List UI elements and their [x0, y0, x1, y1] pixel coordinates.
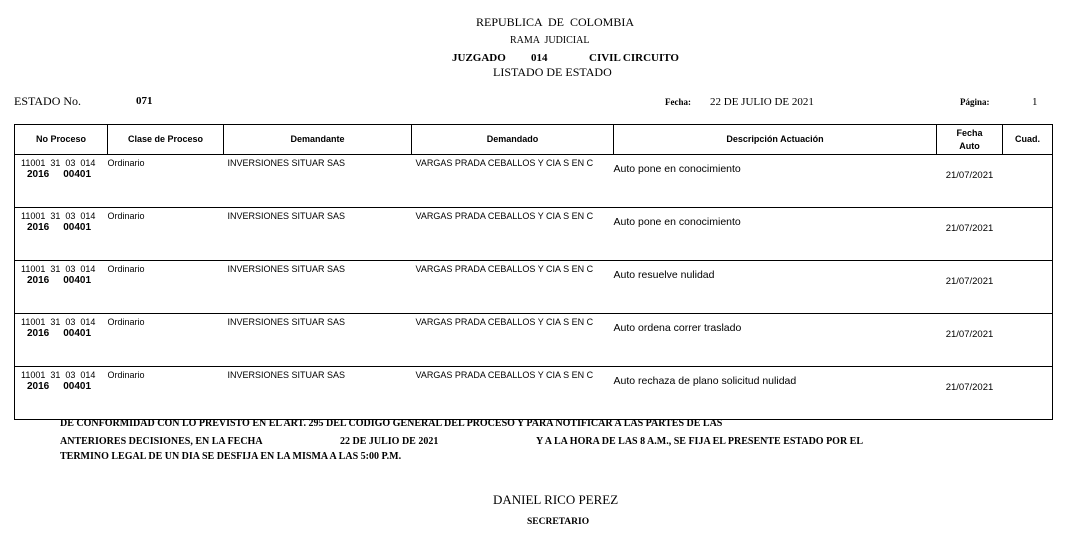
table-row: [15, 261, 1053, 314]
cell-demandado: VARGAS PRADA CEBALLOS Y CIA S EN C: [412, 367, 614, 420]
header-juzgado-label: JUZGADO: [452, 52, 506, 64]
proceso-year: 2016: [27, 275, 50, 286]
proceso-year: 2016: [27, 169, 50, 180]
cell-demandado: VARGAS PRADA CEBALLOS Y CIA S EN C: [412, 314, 614, 367]
cell-cuad: [1003, 261, 1053, 314]
header-rama-judicial: RAMA JUDICIAL: [510, 35, 590, 46]
cell-clase: Ordinario: [108, 314, 224, 367]
cell-demandante: INVERSIONES SITUAR SAS: [224, 314, 412, 367]
cell-demandado: VARGAS PRADA CEBALLOS Y CIA S EN C: [412, 155, 614, 208]
cell-cuad: [1003, 367, 1053, 420]
proceso-code: 11001 31 03 014: [21, 264, 96, 274]
proceso-number: 00401: [63, 328, 92, 339]
proceso-year: 2016: [27, 328, 50, 339]
cell-fecha-auto: 21/07/2021: [937, 314, 1003, 367]
fecha-value: 22 DE JULIO DE 2021: [710, 96, 814, 108]
notice-line-2-start: ANTERIORES DECISIONES, EN LA FECHA: [60, 436, 263, 447]
proceso-code: 11001 31 03 014: [21, 317, 96, 327]
pagina-value: 1: [1032, 96, 1038, 108]
proceso-number: 00401: [63, 381, 92, 392]
proceso-code: 11001 31 03 014: [21, 370, 96, 380]
pagina-label: Página:: [960, 97, 990, 107]
table-row: [15, 155, 1053, 208]
proceso-year: 2016: [27, 381, 50, 392]
col-cuad: Cuad.: [1003, 125, 1053, 155]
cell-descripcion: Auto ordena correr traslado: [614, 314, 937, 367]
col-fecha-auto-line1: Fecha: [956, 127, 983, 138]
cell-no-proceso: [15, 367, 108, 420]
cell-cuad: [1003, 314, 1053, 367]
col-clase-proceso: Clase de Proceso: [108, 125, 224, 155]
cell-demandante: INVERSIONES SITUAR SAS: [224, 367, 412, 420]
cell-cuad: [1003, 155, 1053, 208]
cell-demandante: INVERSIONES SITUAR SAS: [224, 155, 412, 208]
cell-clase: Ordinario: [108, 261, 224, 314]
cell-descripcion: Auto resuelve nulidad: [614, 261, 937, 314]
proceso-number: 00401: [63, 222, 92, 233]
notice-line-2-end: Y A LA HORA DE LAS 8 A.M., SE FIJA EL PRESENTE ESTADO POR EL: [536, 436, 864, 447]
cell-descripcion: Auto rechaza de plano solicitud nulidad: [614, 367, 937, 420]
cell-cuad: [1003, 208, 1053, 261]
cell-descripcion: Auto pone en conocimiento: [614, 155, 937, 208]
cell-no-proceso: [15, 314, 108, 367]
proceso-number: 00401: [63, 169, 92, 180]
cell-demandado: VARGAS PRADA CEBALLOS Y CIA S EN C: [412, 261, 614, 314]
estado-label: ESTADO No.: [14, 94, 82, 108]
cell-fecha-auto: 21/07/2021: [937, 155, 1003, 208]
proceso-year: 2016: [27, 222, 50, 233]
table-header-row: [15, 125, 1053, 155]
cell-no-proceso: [15, 155, 108, 208]
col-demandante: Demandante: [224, 125, 412, 155]
proceso-code: 11001 31 03 014: [21, 211, 96, 221]
cell-clase: Ordinario: [108, 208, 224, 261]
cell-clase: Ordinario: [108, 367, 224, 420]
cell-fecha-auto: 21/07/2021: [937, 367, 1003, 420]
signer-name: DANIEL RICO PEREZ: [493, 492, 619, 507]
col-demandado: Demandado: [412, 125, 614, 155]
cell-demandante: INVERSIONES SITUAR SAS: [224, 208, 412, 261]
header-juzgado-type: CIVIL CIRCUITO: [589, 52, 679, 64]
cell-demandado: VARGAS PRADA CEBALLOS Y CIA S EN C: [412, 208, 614, 261]
notice-line-1: DE CONFORMIDAD CON LO PREVISTO EN EL ART. 295 DEL CODIGO GENERAL DEL PROCESO Y PARA NOTIFICAR A LAS PARTES DE LAS: [60, 418, 723, 429]
col-descripcion: Descripción Actuación: [614, 125, 937, 155]
col-no-proceso: No Proceso: [15, 125, 108, 155]
cell-fecha-auto: 21/07/2021: [937, 208, 1003, 261]
estado-number: 071: [136, 95, 153, 107]
col-fecha-auto-line2: Auto: [959, 140, 980, 151]
col-fecha-auto: [937, 125, 1003, 155]
header-juzgado-number: 014: [531, 52, 548, 64]
cell-no-proceso: [15, 261, 108, 314]
header-republica: REPUBLICA DE COLOMBIA: [476, 15, 635, 29]
notice-line-2-date: 22 DE JULIO DE 2021: [340, 436, 439, 447]
cell-fecha-auto: 21/07/2021: [937, 261, 1003, 314]
signer-title: SECRETARIO: [527, 517, 590, 527]
cell-descripcion: Auto pone en conocimiento: [614, 208, 937, 261]
table-row: [15, 367, 1053, 420]
proceso-number: 00401: [63, 275, 92, 286]
listado-title: LISTADO DE ESTADO: [493, 65, 612, 79]
cell-clase: Ordinario: [108, 155, 224, 208]
table-row: [15, 208, 1053, 261]
fecha-label: Fecha:: [665, 97, 691, 107]
estado-table: [14, 124, 1053, 420]
table-row: [15, 314, 1053, 367]
proceso-code: 11001 31 03 014: [21, 158, 96, 168]
cell-no-proceso: [15, 208, 108, 261]
cell-demandante: INVERSIONES SITUAR SAS: [224, 261, 412, 314]
notice-line-3: TERMINO LEGAL DE UN DIA SE DESFIJA EN LA MISMA A LAS 5:00 P.M.: [60, 451, 402, 462]
